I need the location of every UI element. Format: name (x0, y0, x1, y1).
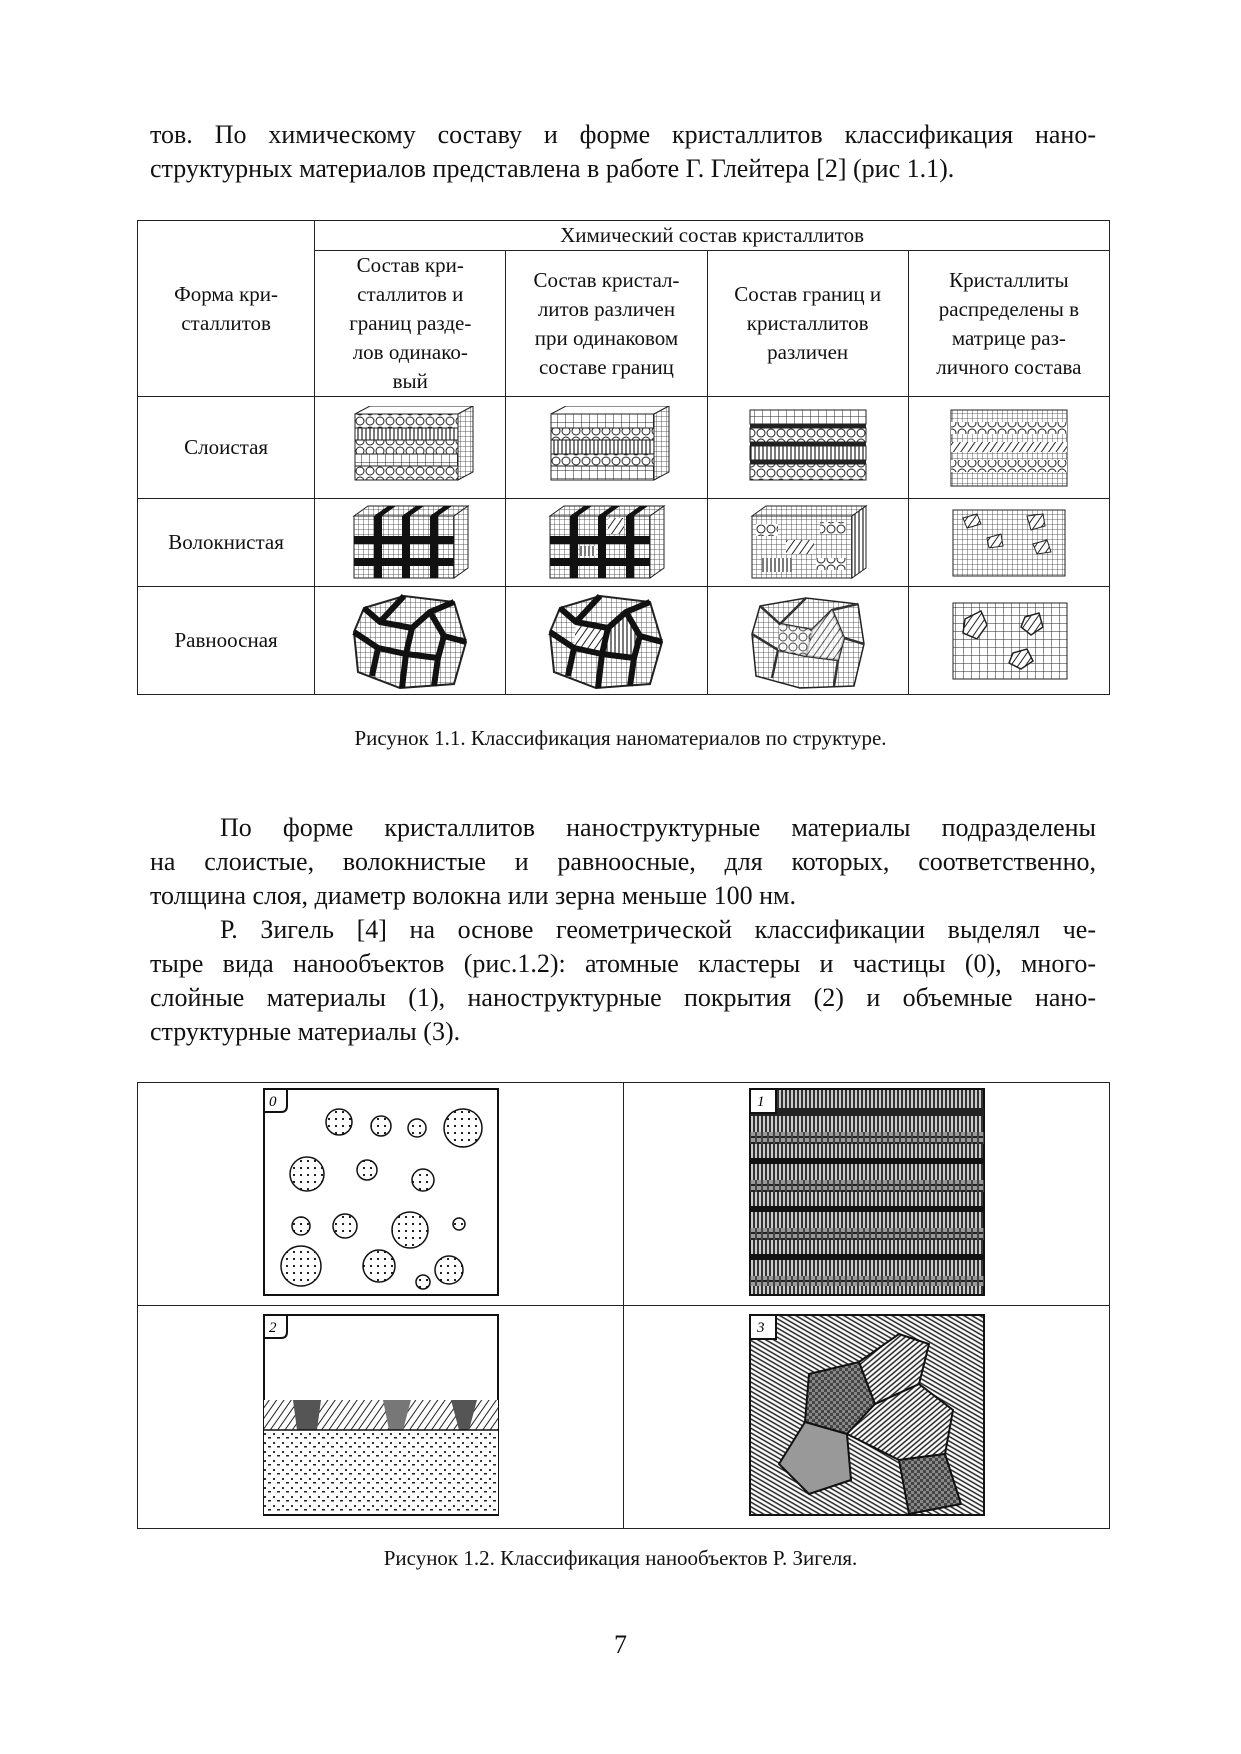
equiaxed-structure-image (748, 592, 868, 690)
text-line: тыре вида нанообъектов (рис.1.2): атомные кластеры и частицы (0), много- (150, 949, 1096, 978)
panel-2-coatings (138, 1306, 624, 1529)
text-line: Р. Зигель [4] на основе геометрической классификации выделял че- (220, 915, 1096, 944)
fibrous-matrix-image (908, 499, 1109, 587)
text-line: слойные материалы (1), наноструктурные покрытия (2) и объемные нано- (150, 983, 1096, 1012)
text-line: По форме кристаллитов наноструктурные материалы подразделены (220, 813, 1096, 842)
layered-diff-boundaries-image (707, 397, 908, 499)
panel-3-bulk (624, 1306, 1110, 1529)
fibrous-diff-boundaries-image (707, 499, 908, 587)
layered-same-image (315, 397, 506, 499)
layered-structure-image (345, 406, 475, 490)
panel-label: 2 (268, 1319, 276, 1336)
body-paragraph-2 (150, 913, 1096, 1049)
panel-label: 0 (268, 1093, 276, 1110)
fibrous-structure-image (544, 504, 668, 582)
fibrous-structure-image (348, 504, 472, 582)
text-line: структурные материалы (3). (150, 1017, 461, 1046)
column-header: Состав кристал- литов различен при одинаковом составе границ (506, 251, 707, 397)
row-label-equiaxed: Равноосная (138, 587, 315, 695)
coatings-image (263, 1314, 499, 1516)
equiaxed-structure-image (947, 599, 1071, 683)
fibrous-diff-crystallites-image (506, 499, 707, 587)
text-line: структурных материалов представлена в работе Г. Глейтера [2] (рис 1.1). (150, 154, 955, 183)
column-header: Кристаллиты распределены в матрице раз- личного состава (908, 251, 1109, 397)
equiaxed-same-image (315, 587, 506, 695)
layered-structure-image (541, 406, 671, 490)
multilayer-image (749, 1088, 985, 1296)
header-line: Форма кри- (174, 281, 279, 306)
text-line: толщина слоя, диаметр волокна или зерна меньше 100 нм. (150, 881, 796, 910)
bulk-nanostructure-image (749, 1314, 985, 1516)
fibrous-same-image (315, 499, 506, 587)
text-line: тов. По химическому составу и форме кристаллитов классификация нано- (150, 120, 1096, 149)
equiaxed-diff-boundaries-image (707, 587, 908, 695)
equiaxed-structure-image (546, 592, 666, 690)
figure-1-caption: Рисунок 1.1. Классификация наноматериалов по структуре. (354, 726, 887, 750)
shape-header-cell (138, 221, 315, 397)
layered-structure-image (947, 408, 1071, 488)
column-header: Состав границ и кристаллитов различен (707, 251, 908, 397)
row-label-layered: Слоистая (138, 397, 315, 499)
text-line: на слоистые, волокнистые и равноосные, для которых, соответственно, (150, 847, 1096, 876)
fibrous-structure-image (746, 504, 870, 582)
siegel-classification-figure (137, 1082, 1110, 1529)
panel-1-multilayer (624, 1083, 1110, 1306)
equiaxed-matrix-image (908, 587, 1109, 695)
row-label-fibrous: Волокнистая (138, 499, 315, 587)
layered-structure-image (746, 408, 870, 488)
page-number: 7 (614, 1630, 627, 1659)
clusters-image (263, 1088, 499, 1296)
figure-2-caption: Рисунок 1.2. Классификация нанообъектов Р. Зигеля. (383, 1546, 858, 1570)
panel-label: 1 (756, 1093, 764, 1110)
panel-label: 3 (756, 1319, 764, 1336)
equiaxed-structure-image (350, 592, 470, 690)
column-header: Состав кри- сталлитов и границ разде- лов одинако- вый (315, 251, 506, 397)
fibrous-structure-image (947, 504, 1071, 582)
chemical-composition-header: Химический состав кристаллитов (315, 221, 1110, 251)
header-line: сталлитов (181, 310, 271, 335)
layered-matrix-image (908, 397, 1109, 499)
body-paragraph-1 (150, 811, 1096, 913)
layered-diff-crystallites-image (506, 397, 707, 499)
classification-table (137, 220, 1110, 695)
panel-0-clusters (138, 1083, 624, 1306)
intro-paragraph (150, 118, 1096, 186)
equiaxed-diff-crystallites-image (506, 587, 707, 695)
